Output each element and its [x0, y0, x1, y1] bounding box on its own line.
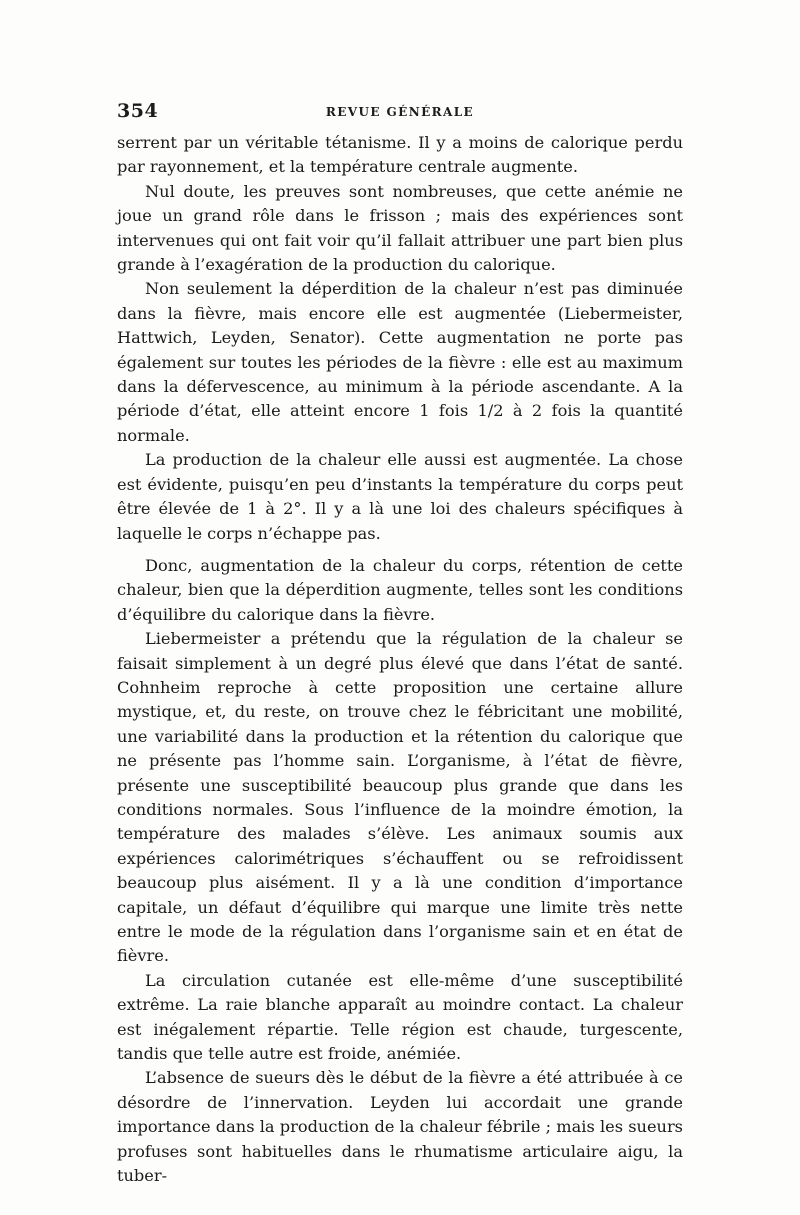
body-text [117, 131, 683, 1188]
paragraph: serrent par un véritable tétanisme. Il y a moins de calorique perdu par rayonnement, et la température centrale augmente. [117, 133, 683, 177]
paragraph: Nul doute, les preuves sont nombreuses, que cette anémie ne joue un grand rôle dans le frisson ; mais des expériences sont intervenues qui ont fait voir qu’il fallait attribuer une part bien plus grande à l’exagération de la production du calorique. [117, 181, 683, 275]
paragraph: Liebermeister a prétendu que la régulation de la chaleur se faisait simplement à un degré plus élevé que dans l’état de santé. Cohnheim reproche à cette proposition une certaine allure mystique, et, du reste, on trouve chez le fébricitant une mobilité, une variabilité dans la production et la rétention du calorique que ne présente pas l’homme sain. L’organisme, à l’état de fièvre, présente une susceptibilité beaucoup plus grande que dans les conditions normales. Sous l’influence de la moindre émotion, la température des malades s’élève. Les animaux soumis aux expériences calorimétriques s’échauffent ou se refroidissent beaucoup plus aisément. Il y a là une condition d’importance capitale, un défaut d’équilibre qui marque une limite très nette entre le mode de la régulation dans l’organisme sain et en état de fièvre. [117, 629, 683, 966]
running-title: REVUE GÉNÉRALE [325, 105, 475, 119]
paragraph: L’absence de sueurs dès le début de la fièvre a été attribuée à ce désordre de l’innervation. Leyden lui accordait une grande importance dans la production de la chaleur fébrile ; mais les sueurs profuses sont habituelles dans le rhumatisme articulaire aigu, la tuber- [117, 1068, 683, 1186]
paragraph: Donc, augmentation de la chaleur du corps, rétention de cette chaleur, bien que la déperdition augmente, telles sont les conditions d’équilibre du calorique dans la fièvre. [117, 555, 683, 624]
paragraph: La circulation cutanée est elle-même d’une susceptibilité extrême. La raie blanche apparaît au moindre contact. La chaleur est inégalement répartie. Telle région est chaude, turgescente, tandis que telle autre est froide, anémiée. [117, 970, 683, 1064]
page-number: 354 [117, 100, 159, 122]
page-header [117, 100, 683, 126]
paragraph: Non seulement la déperdition de la chaleur n’est pas diminuée dans la fièvre, mais encore elle est augmentée (Liebermeister, Hattwich, Leyden, Senator). Cette augmentation ne porte pas également sur toutes les périodes de la fièvre : elle est au maximum dans la défervescence, au minimum à la période ascendante. A la période d’état, elle atteint encore 1 fois 1/2 à 2 fois la quantité normale. [117, 279, 683, 445]
paragraph: La production de la chaleur elle aussi est augmentée. La chose est évidente, puisqu’en peu d’instants la température du corps peut être élevée de 1 à 2°. Il y a là une loi des chaleurs spécifiques à laquelle le corps n’échappe pas. [117, 450, 683, 543]
